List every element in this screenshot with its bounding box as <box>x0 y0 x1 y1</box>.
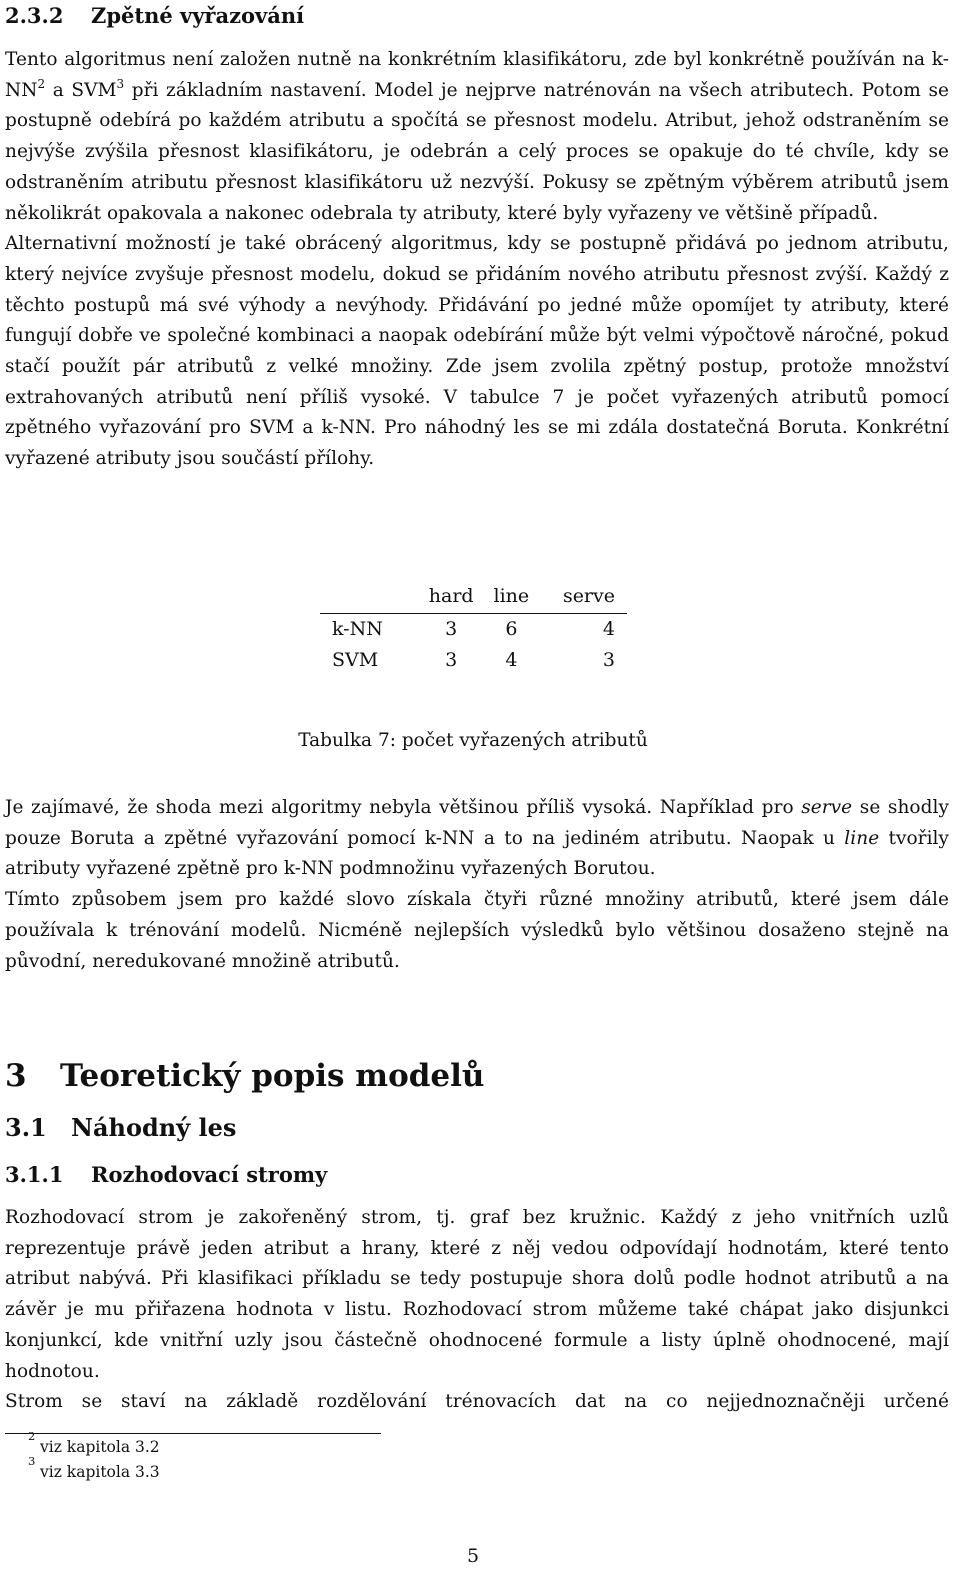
paragraph-agreement <box>5 793 949 977</box>
table-cell: 3 <box>445 618 458 640</box>
chapter-number: 3 <box>5 1058 27 1094</box>
page-number: 5 <box>466 1545 480 1567</box>
table-row <box>320 645 627 676</box>
table-cell: 4 <box>602 618 615 640</box>
table-cell: 3 <box>445 649 458 671</box>
section-number: 3.1 <box>5 1113 47 1142</box>
footnote-mark: 2 <box>28 1429 36 1443</box>
section-heading-3-1 <box>5 1113 236 1142</box>
table-header-cell <box>320 580 417 614</box>
footnote-ref-2: 2 <box>37 76 46 91</box>
table-row <box>320 614 627 646</box>
table-cell: 3 <box>602 649 615 671</box>
table-cell: 6 <box>505 618 518 640</box>
section-number: 3.1.1 <box>5 1162 64 1187</box>
paragraph-1-text-a: Tento algoritmus není založen nutně na konkrétním klasifikátoru, zde byl konkrétně používán na k-NN <box>5 49 949 101</box>
paragraph-5: Rozhodovací strom je zakořeněný strom, tj. graf bez kružnic. Každý z jeho vnitřních uzlů reprezentuje právě jeden atribut a hrany, které z něj vedou odpovídají hodnotám, které tento atribut nabývá. Při klasifikaci příkladu se tedy postupuje shora dolů podle hodnot atributů a na závěr je mu přiřazena hodnota v listu. Rozhodovací strom můžeme také chápat jako disjunkci konjunkcí, kde vnitřní uzly jsou částečně ohodnocené formule a listy úplně ohodnocené, mají hodnotou. <box>5 1207 949 1382</box>
footnote-3 <box>28 1454 160 1485</box>
paragraph-3-text-a: Je zajímavé, že shoda mezi algoritmy nebyla většinou příliš vysoká. Například pro <box>5 797 802 818</box>
footnote-text: viz kapitola 3.2 <box>40 1438 160 1456</box>
paragraph-decision-trees <box>5 1203 949 1418</box>
section-title: Rozhodovací stromy <box>91 1162 328 1187</box>
chapter-heading-3 <box>5 1058 484 1094</box>
table-caption: Tabulka 7: počet vyřazených atributů <box>298 730 648 751</box>
paragraph-3-text-c: tvořily atributy vyřazené zpětně pro k-NN podmnožinu vyřazených Borutou. <box>5 827 950 880</box>
paragraph-3 <box>5 793 949 885</box>
section-title: Náhodný les <box>71 1113 237 1142</box>
footnote-separator <box>5 1433 381 1434</box>
table-cell: SVM <box>332 649 379 671</box>
footnotes <box>28 1429 160 1485</box>
paragraph-3-text-b: se shodly pouze Boruta a zpětné vyřazování pomocí k-NN a to na jediném atributu. Naopak u <box>5 797 949 849</box>
paragraph-1 <box>5 45 949 229</box>
table-header-cell: line <box>485 580 538 614</box>
table-cell: k-NN <box>332 618 383 640</box>
emphasis-line: line <box>844 827 880 849</box>
footnote-2 <box>28 1429 160 1460</box>
section-title: Zpětné vyřazování <box>91 3 305 28</box>
section-heading-3-1-1 <box>5 1162 327 1187</box>
emphasis-serve: serve <box>801 797 853 818</box>
paragraph-2: Alternativní možností je také obrácený algoritmus, kdy se postupně přidává po jednom atributu, který nejvíce zvyšuje přesnost modelu, dokud se přidáním nového atributu přesnost zvýší. Každý z těchto postupů má své výhody a nevýhody. Přidávání po jedné může opomíjet ty atributy, které fungují dobře ve společné kombinaci a naopak odebírání může být velmi výpočtově náročné, pokud stačí použít pár atributů z velké množiny. Zde jsem zvolila zpětný postup, protože množství extrahovaných atributů není příliš vysoké. V tabulce 7 je počet vyřazených atributů pomocí zpětného vyřazování pro SVM a k-NN. Pro náhodný les se mi zdála dostatečná Boruta. Konkrétní vyřazené atributy jsou součástí přílohy. <box>5 233 949 470</box>
paragraph-1-text-c: při základním nastavení. Model je nejprve natrénován na všech atributech. Potom se postupně odebírá po každém atributu a spočítá se přesnost modelu. Atribut, jehož odstraněním se nejvýše zvýšila přesnost klasifikátoru, je odebrán a celý proces se opakuje do té chvíle, kdy se odstraněním atributu přesnost klasifikátoru už nezvýší. Pokusy se zpětným výběrem atributů jsem několikrát opakovala a nakonec odebrala ty atributy, které byly vyřazeny ve většině případů. <box>5 79 949 224</box>
table-header-row <box>320 580 627 614</box>
section-number: 2.3.2 <box>5 3 64 28</box>
table-cell: 4 <box>505 649 518 671</box>
footnote-text: viz kapitola 3.3 <box>40 1463 160 1481</box>
table-header-cell: serve <box>538 580 627 614</box>
footnote-mark: 3 <box>28 1454 36 1468</box>
paragraph-backward-elimination <box>5 45 949 475</box>
table-header-cell: hard <box>417 580 484 614</box>
section-heading-2-3-2 <box>5 3 304 28</box>
table-removed-attributes <box>320 580 627 676</box>
footnote-ref-3: 3 <box>116 76 125 91</box>
chapter-title: Teoretický popis modelů <box>60 1058 485 1094</box>
paragraph-1-text-b: a SVM <box>45 79 117 101</box>
paragraph-6: Strom se staví na základě rozdělování trénovacích dat na co nejjednoznačněji určené <box>5 1391 949 1413</box>
paragraph-4: Tímto způsobem jsem pro každé slovo získala čtyři různé množiny atributů, které jsem dále používala k trénování modelů. Nicméně nejlepších výsledků bylo většinou dosaženo stejně na původní, neredukované množině atributů. <box>5 889 949 972</box>
